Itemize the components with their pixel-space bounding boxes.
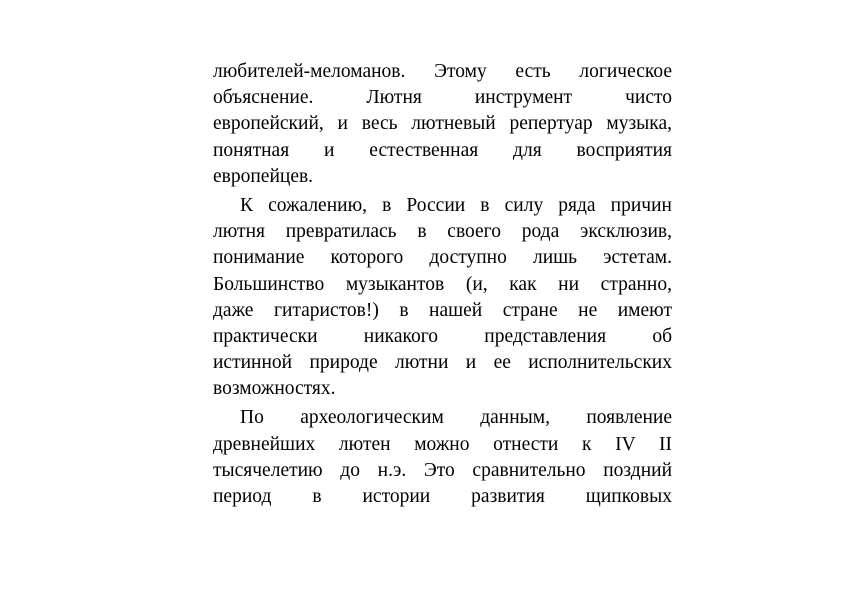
body-text <box>213 59 672 513</box>
text-line: лютня превратилась в своего рода эксклюзив, <box>213 221 672 243</box>
text-line: К сожалению, в России в силу ряда причин <box>240 194 672 216</box>
text-line: европейский, и весь лютневый репертуар музыка, <box>213 113 672 135</box>
text-line: возможностях. <box>213 378 336 400</box>
text-line: европейцев. <box>213 165 314 187</box>
paragraph-1 <box>213 59 672 190</box>
text-line: объяснение. Лютня инструмент чисто <box>213 87 672 109</box>
text-line: древнейших лютен можно отнести к IV II <box>213 433 672 455</box>
text-line: понимание которого доступно лишь эстетам. <box>213 247 672 269</box>
text-line: период в истории развития щипковых <box>213 486 672 507</box>
text-line: понятная и естественная для восприятия <box>213 139 672 161</box>
text-line: истинной природе лютни и ее исполнительских <box>213 352 672 374</box>
text-line: Большинство музыкантов (и, как ни странно, <box>213 273 672 295</box>
text-line: практически никакого представления об <box>213 325 672 347</box>
text-line: любителей-меломанов. Этому есть логическое <box>213 61 672 82</box>
paragraph-2 <box>213 193 672 403</box>
text-line: тысячелетию до н.э. Это сравнительно поздний <box>213 459 672 481</box>
text-line: По археологическим данным, появление <box>240 407 672 429</box>
text-line: даже гитаристов!) в нашей стране не имеют <box>213 299 672 321</box>
paragraph-3 <box>213 405 672 510</box>
